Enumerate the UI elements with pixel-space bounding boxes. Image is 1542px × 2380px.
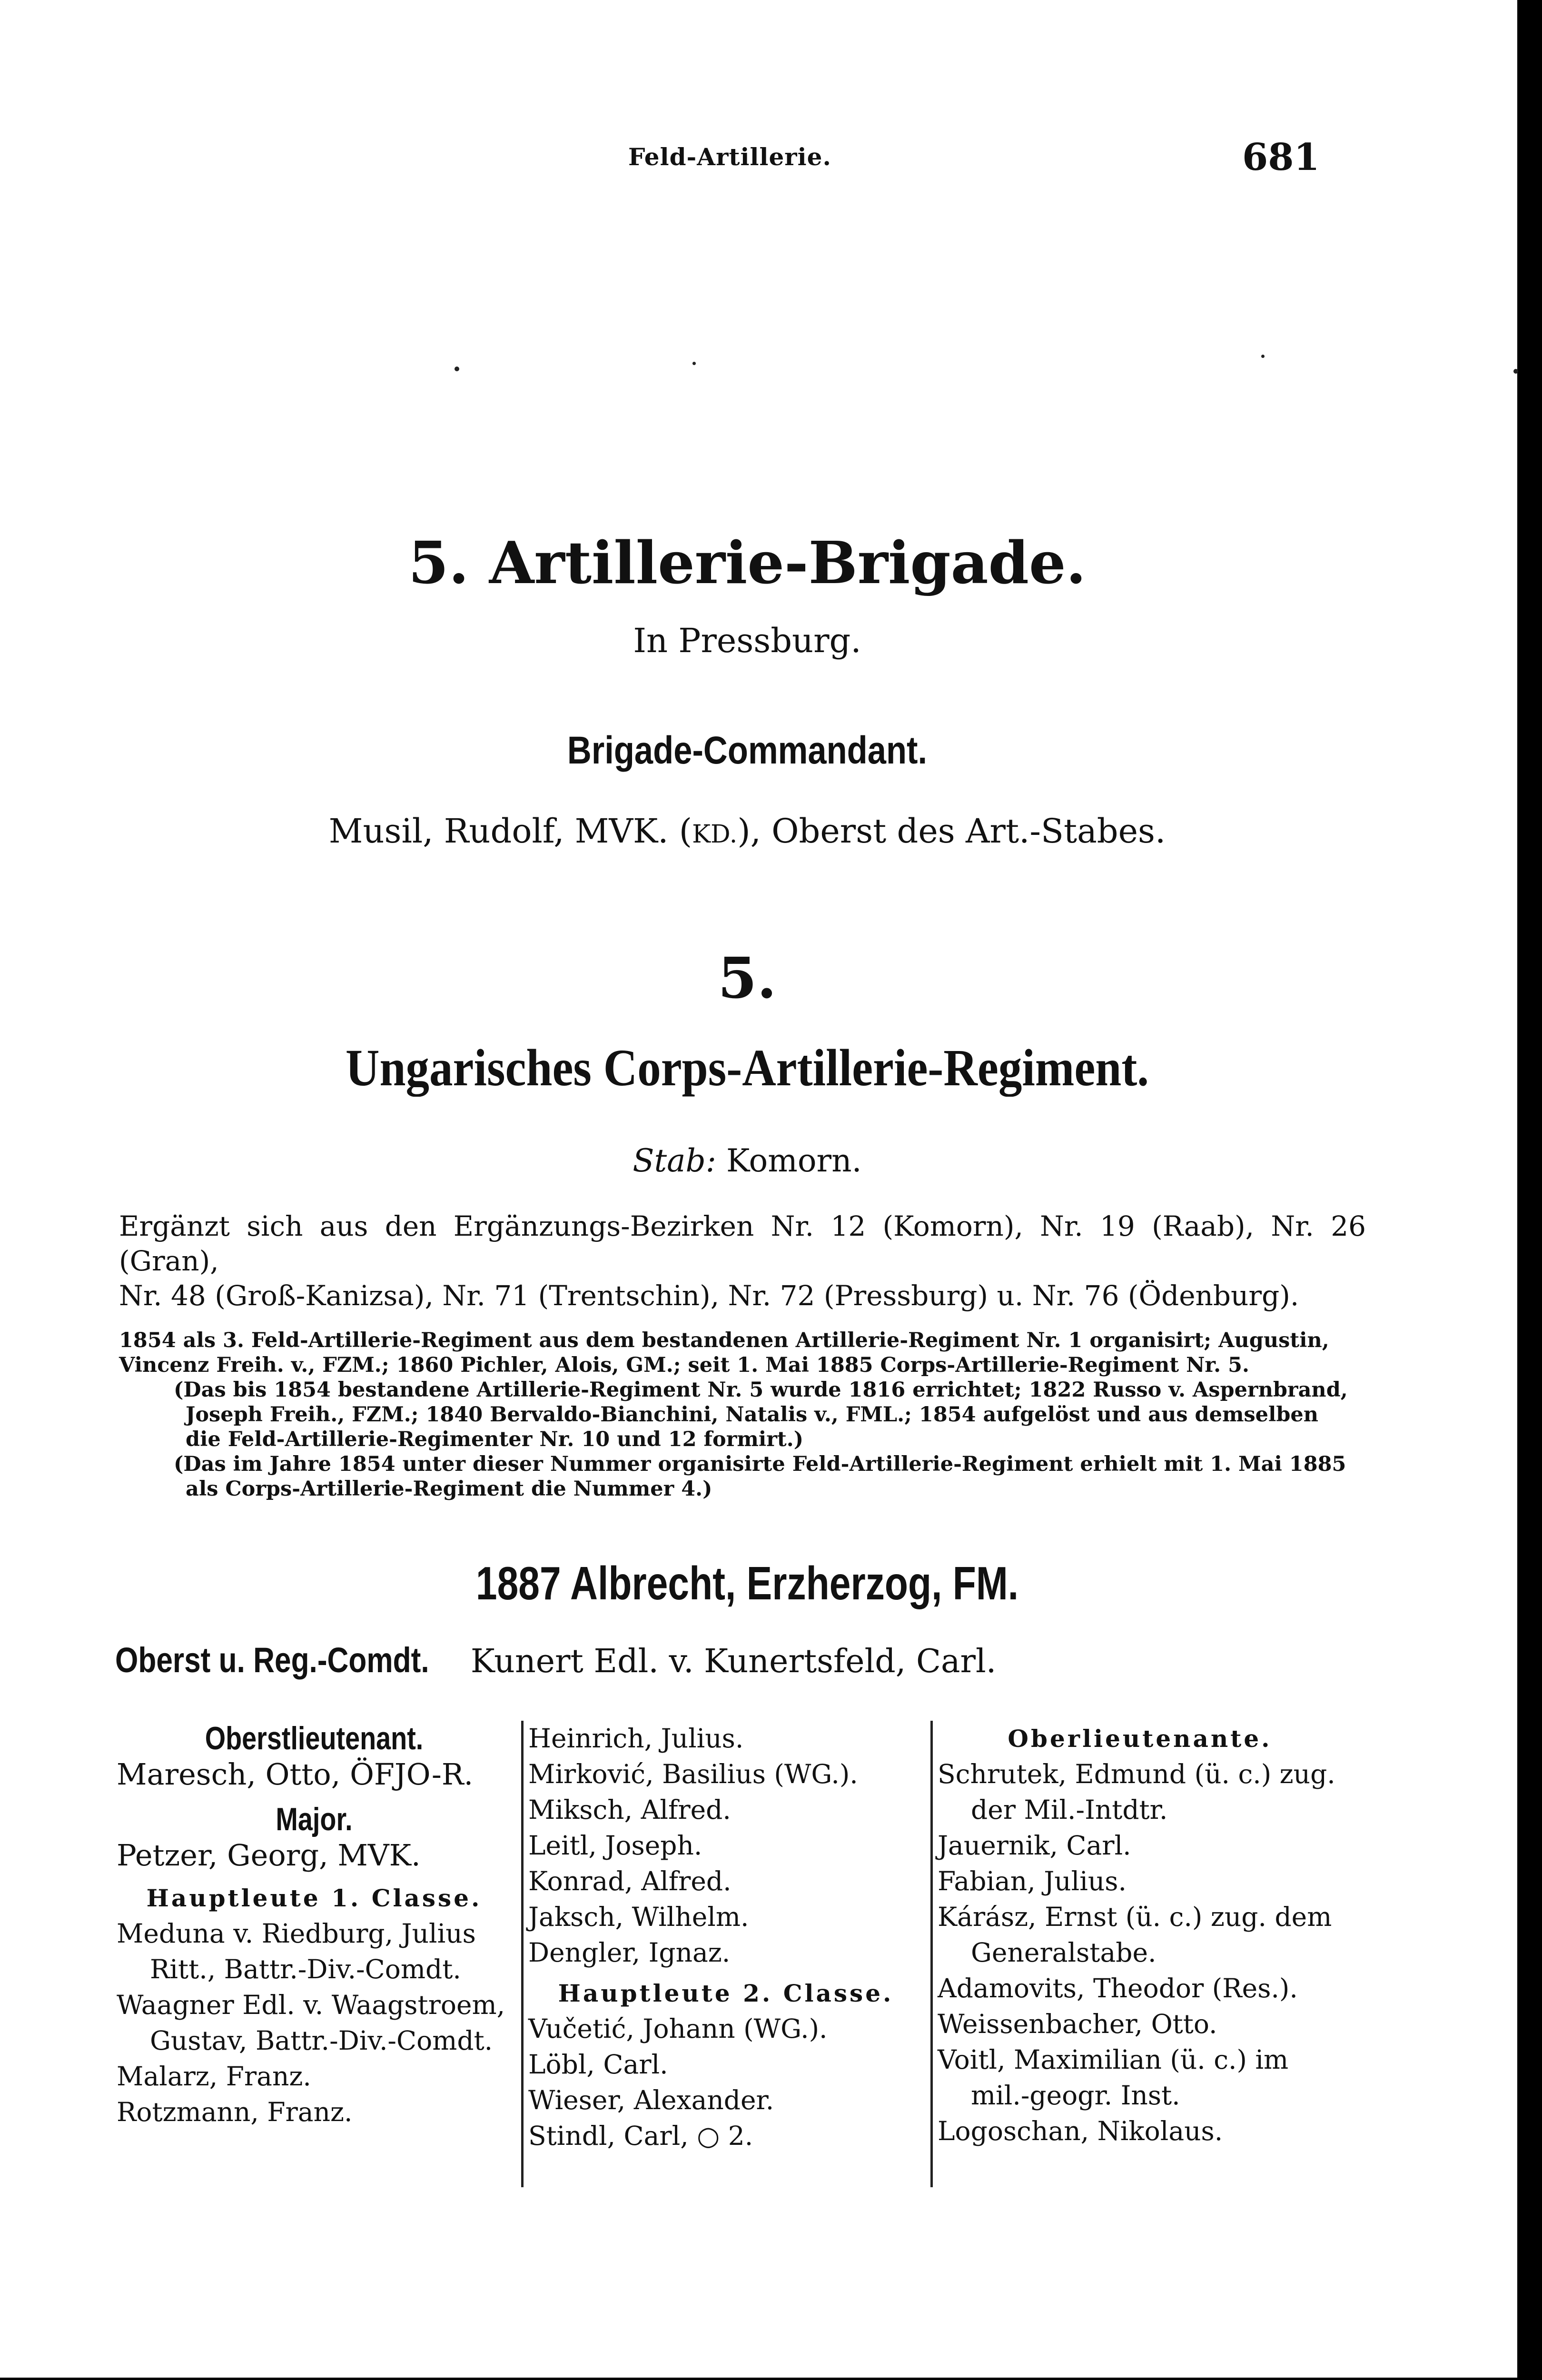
history-paragraph: (Das im Jahre 1854 unter dieser Nummer organisirte Feld-Artillerie-Regiment erhielt mit 1. Mai 1885 als Corps-Artillerie-Regiment die Nummer 4.): [174, 1452, 1346, 1501]
officer-entry: Heinrich, Julius.: [528, 1723, 744, 1754]
scan-shadow-right: [1517, 0, 1542, 2380]
commander-line: [0, 812, 1494, 851]
commander-decoration: KD.: [692, 820, 738, 849]
officer-entry: Voitl, Maximilian (ü. c.) im: [938, 2044, 1289, 2075]
officer-entry: Vučetić, Johann (WG.).: [528, 2013, 828, 2044]
officer-entry-continued: Ritt., Battr.-Div.-Comdt.: [150, 1954, 461, 1984]
officer-entry-continued: mil.-geogr. Inst.: [971, 2080, 1180, 2111]
officer-entry: Leitl, Joseph.: [528, 1830, 702, 1861]
recruitment-paragraph: [119, 1209, 1366, 1313]
scan-speck: [1261, 355, 1265, 358]
officer-entry: Jaksch, Wilhelm.: [528, 1902, 749, 1932]
officer-entry: Stindl, Carl, ○ 2.: [528, 2121, 753, 2151]
brigade-location: In Pressburg.: [633, 621, 861, 660]
scan-speck: [455, 367, 459, 371]
officer-entry: Meduna v. Riedburg, Julius: [117, 1918, 476, 1949]
officer-entry-continued: Generalstabe.: [971, 1937, 1156, 1968]
officer-entry: Schrutek, Edmund (ü. c.) zug.: [938, 1759, 1335, 1789]
officer-entry: Malarz, Franz.: [117, 2061, 311, 2092]
officer-entry: Miksch, Alfred.: [528, 1795, 731, 1825]
column-divider: [930, 1721, 933, 2187]
staff-line: [0, 1142, 1494, 1179]
oberlieutenante-heading: Oberlieutenante.: [1008, 1725, 1272, 1753]
hauptleute-1-heading: Hauptleute 1. Classe.: [146, 1884, 482, 1912]
officer-entry: Maresch, Otto, ÖFJO-R.: [117, 1757, 474, 1792]
commander-rank: ), Oberst des Art.-Stabes.: [737, 812, 1166, 851]
recruitment-line-1: Ergänzt sich aus den Ergänzungs-Bezirken Nr. 12 (Komorn), Nr. 19 (Raab), Nr. 26 (Gran),: [119, 1210, 1366, 1277]
running-title: Feld-Artillerie.: [628, 143, 831, 171]
regiment-number: 5.: [718, 945, 777, 1011]
commander-name: Musil, Rudolf, MVK. (: [328, 812, 692, 851]
officer-entry-continued: Gustav, Battr.-Div.-Comdt.: [150, 2025, 493, 2056]
oberst-label: Oberst u. Reg.-Comdt.: [115, 1640, 429, 1680]
history-paragraph: 1854 als 3. Feld-Artillerie-Regiment aus dem bestandenen Artillerie-Regiment Nr. 1 organisirt; Augustin, Vincenz Freih. v., FZM.; 1860 Pichler, Alois, GM.; seit 1. Mai 1885 Corps-Artillerie-Regiment Nr. 5.: [119, 1329, 1329, 1377]
history-paragraph: (Das bis 1854 bestandene Artillerie-Regiment Nr. 5 wurde 1816 errichtet; 1822 Russo v. Aspernbrand, Joseph Freih., FZM.; 1840 Bervaldo-Bianchini, Natalis v., FML.; 1854 aufgelöst und aus demselben die Feld-Artillerie-Regimenter Nr. 10 und 12 formirt.): [174, 1378, 1348, 1451]
officer-entry: Konrad, Alfred.: [528, 1866, 731, 1896]
officer-entry: Weissenbacher, Otto.: [938, 2009, 1217, 2039]
scan-speck: [1513, 369, 1518, 374]
officer-entry: Logoschan, Nikolaus.: [938, 2116, 1223, 2146]
commander-heading: Brigade-Commandant.: [567, 729, 928, 772]
officer-entry: Petzer, Georg, MVK.: [117, 1838, 421, 1873]
officer-column-3: [938, 1721, 1342, 2149]
officer-entry-continued: der Mil.-Intdtr.: [971, 1795, 1168, 1825]
officer-entry: Wieser, Alexander.: [528, 2085, 774, 2115]
regiment-history: [119, 1328, 1352, 1501]
regiment-inhaber: 1887 Albrecht, Erzherzog, FM.: [475, 1557, 1019, 1609]
oberstlieutenant-heading: Oberstlieutenant.: [205, 1720, 424, 1756]
officer-entry: Waagner Edl. v. Waagstroem,: [117, 1990, 505, 2020]
column-divider: [521, 1721, 524, 2187]
officer-entry: Dengler, Ignaz.: [528, 1937, 731, 1968]
officer-column-2: [528, 1721, 923, 2154]
page-number: 681: [1242, 136, 1320, 179]
major-heading: Major.: [276, 1801, 353, 1837]
officer-entry: Mirković, Basilius (WG.).: [528, 1759, 858, 1789]
scan-speck: [692, 362, 696, 365]
staff-location: Komorn.: [726, 1142, 862, 1179]
officer-entry: Kárász, Ernst (ü. c.) zug. dem: [938, 1902, 1332, 1932]
officer-entry: Fabian, Julius.: [938, 1866, 1127, 1896]
brigade-title: 5. Artillerie-Brigade.: [408, 528, 1087, 597]
regiment-title: Ungarisches Corps-Artillerie-Regiment.: [345, 1039, 1149, 1097]
recruitment-line-2: Nr. 48 (Groß-Kanizsa), Nr. 71 (Trentschin), Nr. 72 (Pressburg) u. Nr. 76 (Ödenburg).: [119, 1279, 1299, 1312]
officer-entry: Adamovits, Theodor (Res.).: [938, 1973, 1298, 2003]
oberst-row: [115, 1640, 996, 1680]
officer-entry: Jauernik, Carl.: [938, 1830, 1131, 1861]
scan-shadow-bottom: [0, 2378, 1542, 2380]
staff-label: Stab:: [633, 1142, 716, 1179]
hauptleute-2-heading: Hauptleute 2. Classe.: [558, 1979, 894, 2007]
officer-column-1: [117, 1721, 512, 2130]
oberst-name: Kunert Edl. v. Kunertsfeld, Carl.: [470, 1643, 997, 1680]
officer-entry: Löbl, Carl.: [528, 2049, 668, 2080]
officer-entry: Rotzmann, Franz.: [117, 2097, 353, 2127]
